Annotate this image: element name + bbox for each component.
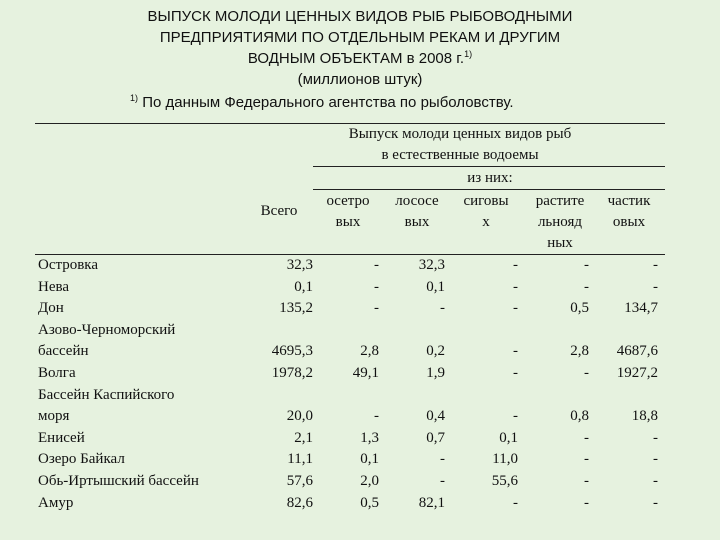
title-units: (миллионов штук) — [297, 71, 423, 88]
cell: - — [513, 343, 518, 360]
cell: - — [440, 472, 445, 489]
cell — [451, 320, 518, 342]
cell: - — [653, 257, 658, 273]
row-label: Нева — [38, 278, 70, 295]
cell: - — [653, 451, 658, 468]
column-total — [240, 255, 313, 514]
cell: 0,5 — [360, 494, 379, 511]
title-line-3: ВОДНЫМ ОБЪЕКТАМ в 2008 г.$^{1)}$ — [247, 49, 473, 67]
title-line-2: ПРЕДПРИЯТИЯМИ ПО ОТДЕЛЬНЫМ РЕКАМ И ДРУГИМ — [159, 29, 561, 46]
cell: 1,9 — [426, 364, 445, 381]
cell: - — [440, 300, 445, 317]
cell: 82,1 — [418, 494, 445, 511]
cell: - — [374, 257, 379, 273]
cell: 18,8 — [631, 408, 658, 425]
document-title — [0, 6, 720, 90]
cell: - — [584, 278, 589, 295]
cell: 32,3 — [286, 257, 313, 273]
cell — [451, 385, 518, 407]
cell: 20,0 — [286, 408, 313, 425]
row-label: Амур — [38, 494, 74, 511]
cell — [383, 320, 445, 342]
cell — [592, 385, 658, 407]
cell: - — [374, 300, 379, 317]
cell: 2,8 — [360, 343, 379, 360]
cell: 11,1 — [287, 451, 313, 468]
cell — [313, 320, 379, 342]
row-label: Енисей — [38, 429, 85, 446]
cell: - — [513, 278, 518, 295]
header-sturgeon: осетро вых — [326, 193, 370, 230]
cell: - — [653, 472, 658, 489]
header-total: Всего — [260, 203, 298, 219]
title-line-1: ВЫПУСК МОЛОДИ ЦЕННЫХ ВИДОВ РЫБ РЫБОВОДНЫМИ — [147, 8, 573, 25]
row-label: Бассейн Каспийского — [38, 386, 175, 403]
cell: 0,4 — [426, 408, 445, 425]
cell: 2,0 — [360, 472, 379, 489]
cell: - — [584, 472, 589, 489]
header-partial: частик овых — [607, 193, 651, 230]
subheader-rule — [313, 189, 665, 190]
cell: - — [374, 278, 379, 295]
column-sturgeon — [313, 255, 379, 514]
row-label: Волга — [38, 364, 76, 381]
cell: 55,6 — [491, 472, 518, 489]
column-salmon — [383, 255, 445, 514]
header-herbivores: растите льнояд ных — [535, 193, 585, 251]
cell: 11,0 — [492, 451, 518, 468]
header-whitefish: сиговы х — [463, 193, 509, 230]
cell: 0,8 — [570, 408, 589, 425]
cell: 0,5 — [570, 300, 589, 317]
cell: 0,1 — [360, 451, 379, 468]
cell: 82,6 — [286, 494, 313, 511]
row-label: Дон — [38, 300, 64, 317]
column-partial — [592, 255, 658, 514]
cell: 0,2 — [426, 343, 445, 360]
row-label: Азово-Черноморский — [38, 321, 176, 338]
cell: - — [513, 257, 518, 273]
cell: - — [584, 494, 589, 511]
cell — [383, 385, 445, 407]
cell: - — [584, 451, 589, 468]
row-labels — [38, 255, 199, 514]
column-herbivores — [522, 255, 589, 514]
cell: 4695,3 — [271, 343, 313, 360]
column-whitefish — [451, 255, 518, 514]
cell — [240, 320, 313, 342]
footnote-text: По данным Федерального агентства по рыболовству. — [142, 94, 514, 111]
cell: - — [513, 364, 518, 381]
cell: 1,3 — [360, 429, 379, 446]
cell — [592, 320, 658, 342]
cell: - — [584, 429, 589, 446]
cell: 134,7 — [624, 300, 658, 317]
group-header: Выпуск молоди ценных видов рыб в естественные водоемы — [348, 126, 572, 163]
cell: - — [584, 257, 589, 273]
cell: 0,7 — [426, 429, 445, 446]
source-footnote — [130, 92, 514, 113]
cell: 1978,2 — [271, 364, 313, 381]
cell: 57,6 — [286, 472, 313, 489]
row-label: моря — [38, 408, 70, 425]
cell: 32,3 — [418, 257, 445, 273]
cell: 1927,2 — [616, 364, 658, 381]
row-label: Обь-Иртышский бассейн — [38, 472, 199, 489]
cell: 2,1 — [294, 429, 313, 446]
cell: - — [653, 278, 658, 295]
cell: - — [584, 364, 589, 381]
row-label: Озеро Байкал — [38, 451, 125, 468]
row-label: Островка — [38, 257, 99, 273]
cell: 0,1 — [499, 429, 518, 446]
header-of-them: из них: — [467, 170, 513, 186]
cell: - — [440, 451, 445, 468]
cell — [522, 385, 589, 407]
cell — [313, 385, 379, 407]
row-label: бассейн — [38, 343, 89, 360]
cell: 2,8 — [570, 343, 589, 360]
cell: - — [513, 494, 518, 511]
cell: 135,2 — [279, 300, 313, 317]
group-header-rule — [313, 166, 665, 167]
cell: - — [374, 408, 379, 425]
cell: 4687,6 — [616, 343, 658, 360]
cell: - — [653, 494, 658, 511]
cell: - — [513, 408, 518, 425]
cell: 0,1 — [294, 278, 313, 295]
footnote-mark: 1) — [130, 93, 139, 103]
cell — [240, 385, 313, 407]
cell: - — [653, 429, 658, 446]
cell: 0,1 — [426, 278, 445, 295]
cell — [522, 320, 589, 342]
cell: 49,1 — [352, 364, 379, 381]
header-salmon: лососе вых — [395, 193, 439, 230]
cell: - — [513, 300, 518, 317]
